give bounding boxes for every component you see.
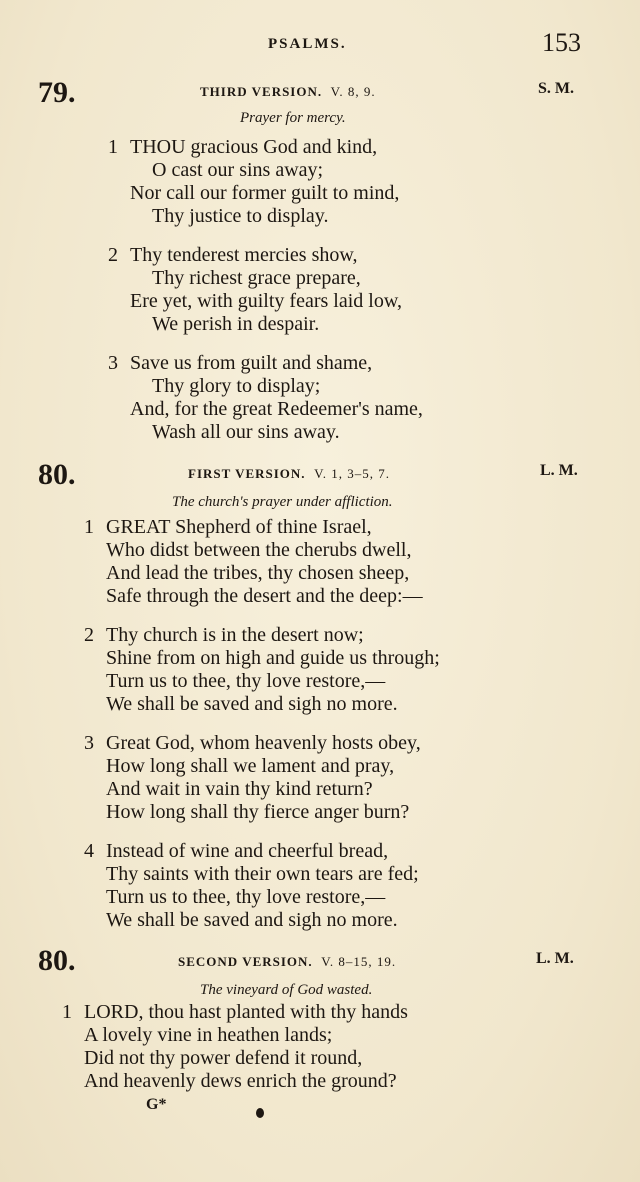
- version-title: [178, 954, 396, 970]
- stanza-line: 1 LORD, thou hast planted with thy hands: [62, 1001, 408, 1023]
- verse-reference: V. 1, 3–5, 7.: [314, 466, 391, 481]
- stanza-number: 3: [84, 732, 94, 754]
- stanza-number: 1: [108, 136, 118, 158]
- stanza-line: 4 Instead of wine and cheerful bread,: [84, 840, 389, 862]
- stanza-line: And wait in vain thy kind return?: [106, 778, 373, 800]
- stanza-line: A lovely vine in heathen lands;: [84, 1024, 333, 1046]
- stanza: [84, 624, 440, 716]
- stanza-number: 1: [62, 1001, 72, 1023]
- hymn-subtitle: Prayer for mercy.: [240, 110, 346, 126]
- stanza-line: Turn us to thee, thy love restore,—: [106, 670, 386, 692]
- page-number: 153: [542, 28, 581, 57]
- hymn-number: 79.: [38, 76, 76, 109]
- stanza-line: Thy glory to display;: [152, 375, 321, 397]
- stanza-number: 3: [108, 352, 118, 374]
- stanza-number: 2: [108, 244, 118, 266]
- stanza-line: Nor call our former guilt to mind,: [130, 182, 400, 204]
- stanza-line: 1 THOU gracious God and kind,: [108, 136, 378, 158]
- running-head: PSALMS.: [268, 36, 347, 52]
- stanza-number: 4: [84, 840, 94, 862]
- stanza-number: 2: [84, 624, 94, 646]
- stanza-number: 1: [84, 516, 94, 538]
- stanza-line: Did not thy power defend it round,: [84, 1047, 363, 1069]
- stanza-line: Shine from on high and guide us through;: [106, 647, 440, 669]
- stanza: [108, 244, 402, 336]
- stanza-line: And, for the great Redeemer's name,: [130, 398, 423, 420]
- stanza-line: 2 Thy church is in the desert now;: [84, 624, 364, 646]
- stanza-line: Wash all our sins away.: [152, 421, 340, 443]
- stanza-line: We shall be saved and sigh no more.: [106, 693, 398, 715]
- stanza: [62, 1001, 408, 1093]
- stanza-line: And heavenly dews enrich the ground?: [84, 1070, 397, 1092]
- stanza-line: Thy saints with their own tears are fed;: [106, 863, 419, 885]
- version-label: SECOND VERSION.: [178, 954, 313, 969]
- verse-reference: V. 8–15, 19.: [321, 954, 397, 969]
- verse-reference: V. 8, 9.: [330, 84, 376, 99]
- stanza-line: 1 GREAT Shepherd of thine Israel,: [84, 516, 372, 538]
- stanza-line: Who didst between the cherubs dwell,: [106, 539, 412, 561]
- stanza: [84, 840, 419, 932]
- stanza-line: We perish in despair.: [152, 313, 320, 335]
- stanza-line: Safe through the desert and the deep:—: [106, 585, 423, 607]
- stanza-line: How long shall thy fierce anger burn?: [106, 801, 410, 823]
- stanza: [84, 516, 423, 608]
- hymn-subtitle: The church's prayer under affliction.: [172, 494, 393, 510]
- stanza-line: And lead the tribes, thy chosen sheep,: [106, 562, 410, 584]
- stanza-line: 3 Save us from guilt and shame,: [108, 352, 373, 374]
- hymn-number: 80.: [38, 458, 76, 491]
- stanza-line: Ere yet, with guilty fears laid low,: [130, 290, 402, 312]
- stanza: [108, 352, 423, 444]
- stanza-line: 3 Great God, whom heavenly hosts obey,: [84, 732, 421, 754]
- stanza-line: Thy richest grace prepare,: [152, 267, 361, 289]
- meter: L. M.: [540, 462, 578, 479]
- meter: S. M.: [538, 80, 574, 97]
- version-label: THIRD VERSION.: [200, 84, 323, 99]
- stanza: [108, 136, 399, 228]
- ink-blot: [256, 1108, 264, 1118]
- stanza-line: 2 Thy tenderest mercies show,: [108, 244, 358, 266]
- stanza-line: How long shall we lament and pray,: [106, 755, 395, 777]
- meter: L. M.: [536, 950, 574, 967]
- stanza-line: O cast our sins away;: [152, 159, 324, 181]
- version-title: [200, 84, 376, 100]
- version-label: FIRST VERSION.: [188, 466, 306, 481]
- stanza-line: Turn us to thee, thy love restore,—: [106, 886, 386, 908]
- stanza: [84, 732, 421, 824]
- stanza-line: We shall be saved and sigh no more.: [106, 909, 398, 931]
- hymn-number: 80.: [38, 944, 76, 977]
- signature-mark: G*: [146, 1096, 167, 1113]
- version-title: [188, 466, 390, 482]
- stanza-line: Thy justice to display.: [152, 205, 329, 227]
- hymn-subtitle: The vineyard of God wasted.: [200, 982, 373, 998]
